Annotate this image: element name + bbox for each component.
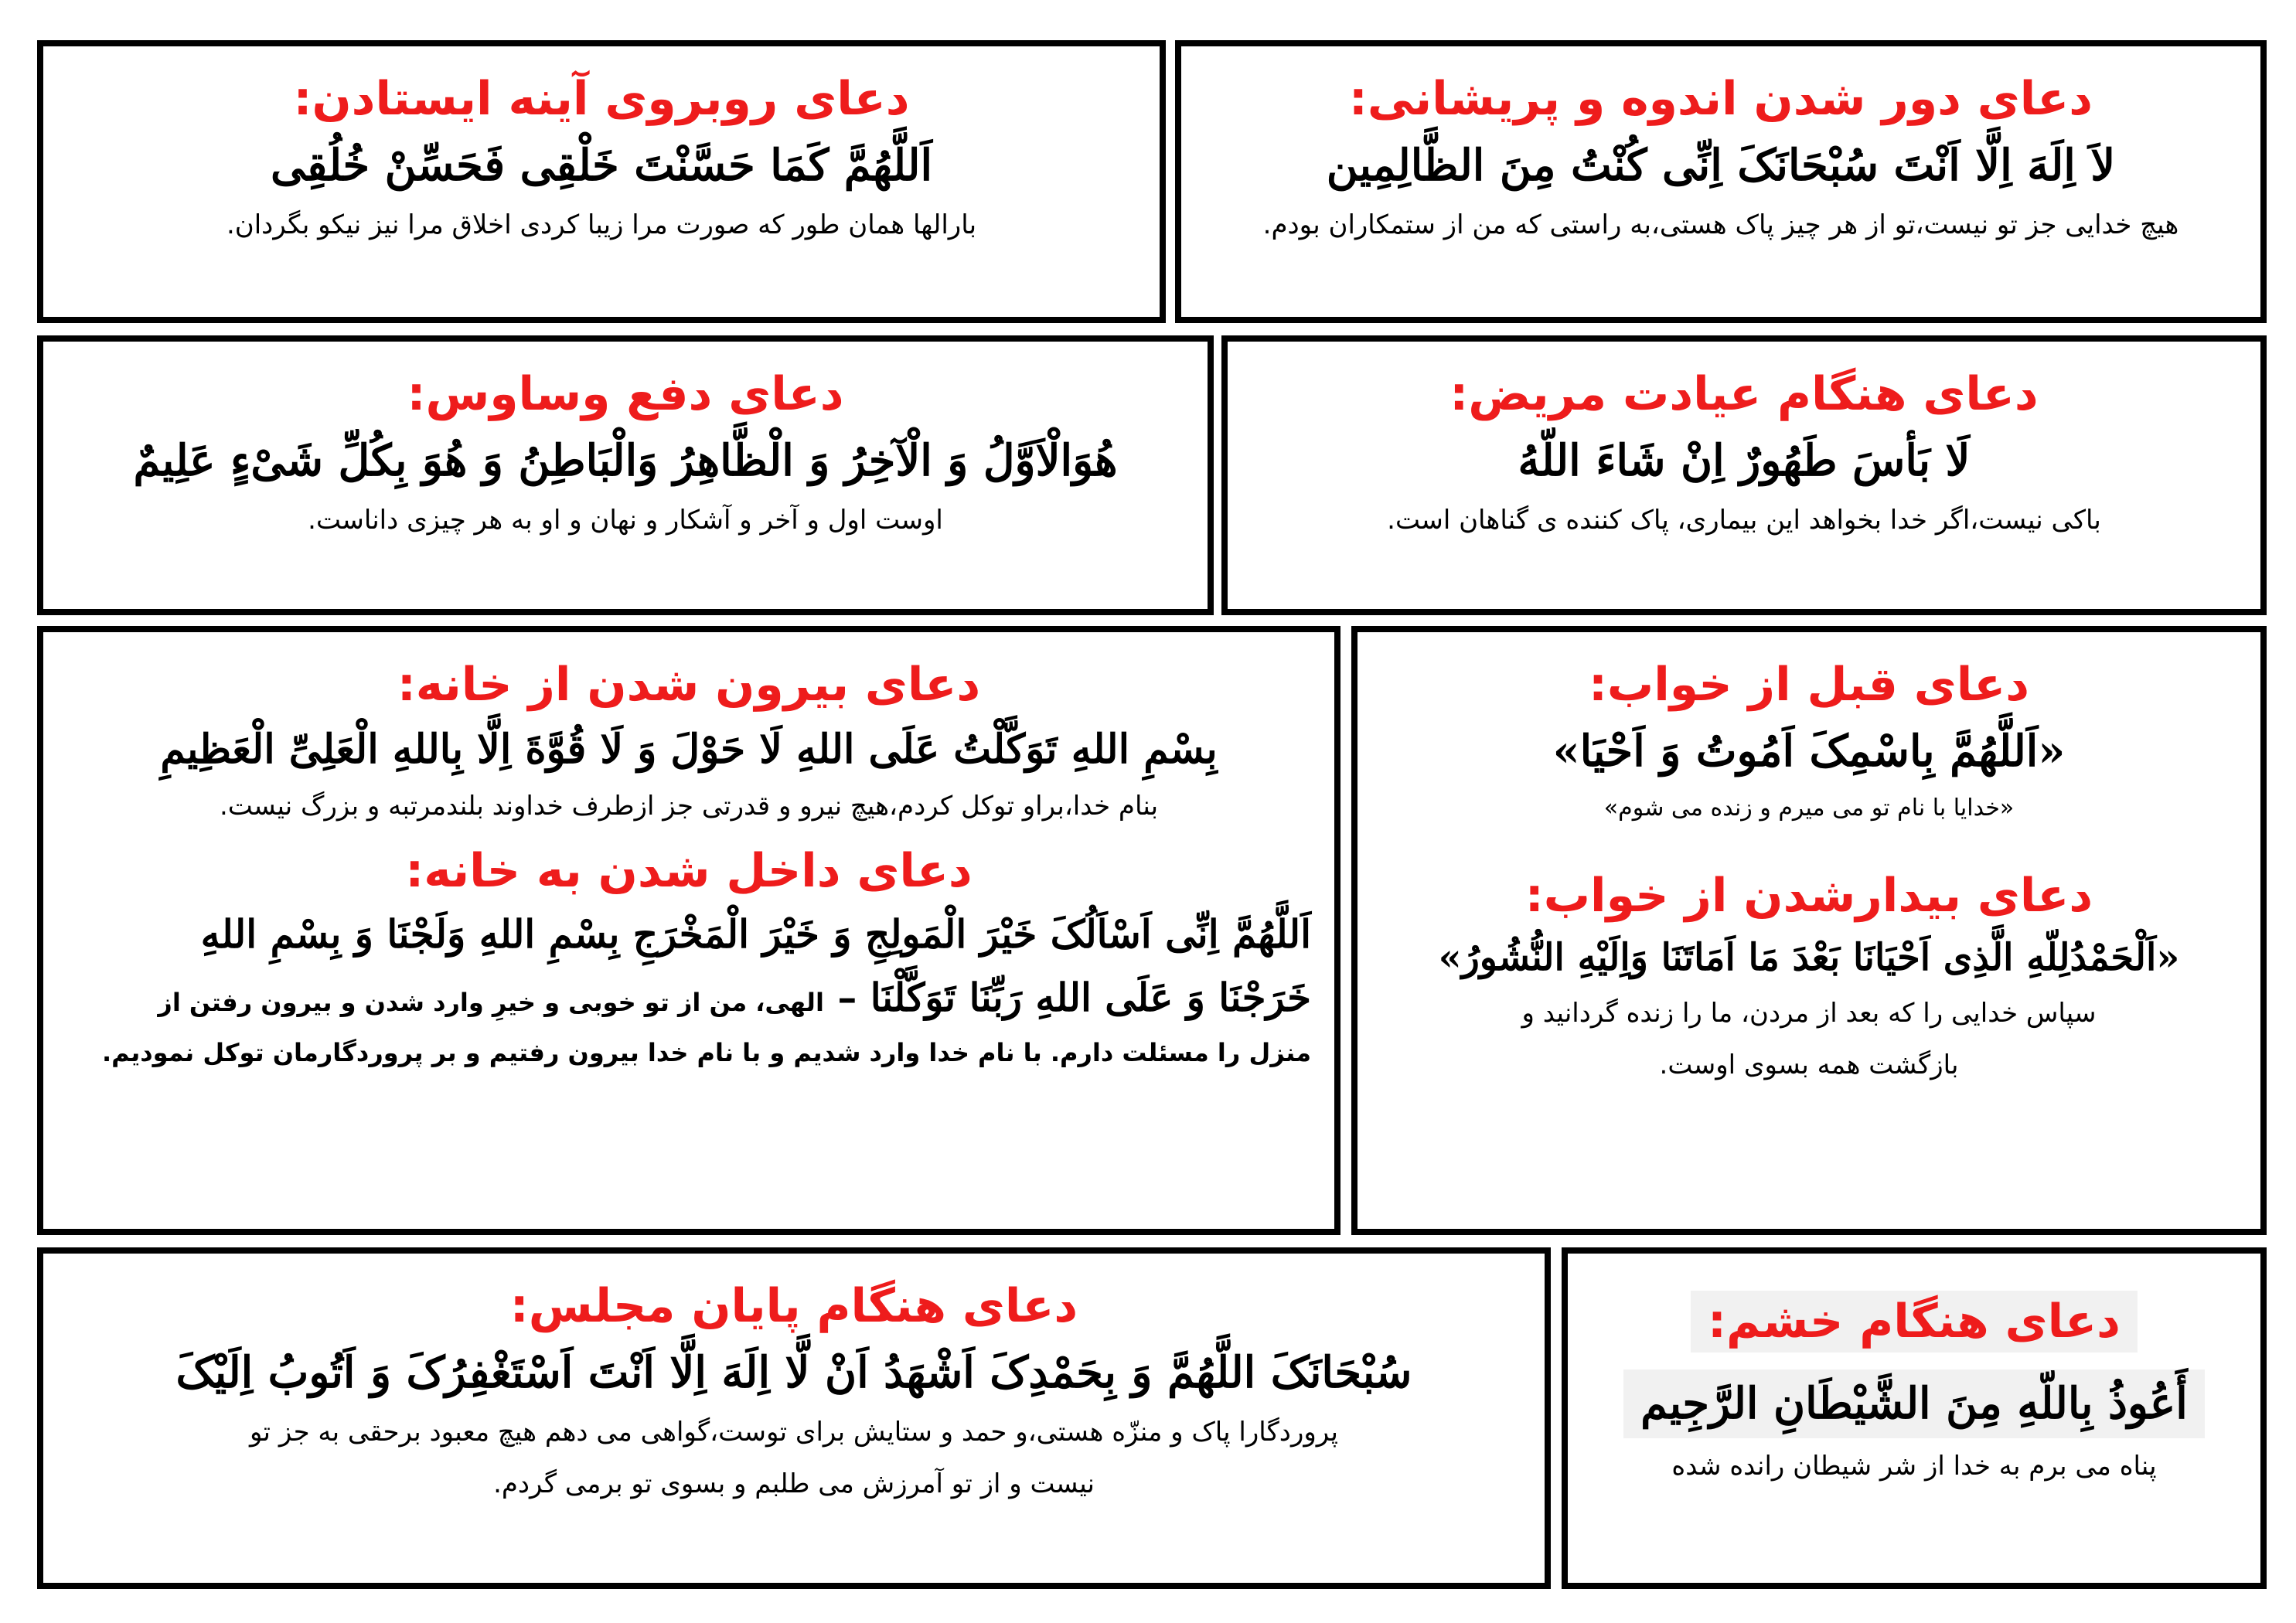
arabic-text: بِسْمِ اللهِ تَوَکَّلْتُ عَلَی اللهِ لَا حَوْلَ وَ لَا قُوَّةَ اِلَّا بِاللهِ الْعَلِیِّ الْعَظِیمِ xyxy=(160,726,1218,773)
translation-text-2: نیست و از تو آمرزش می طلبم و بسوی تو برمی گردم. xyxy=(493,1468,1095,1500)
arabic-text: أَعُوذُ بِاللّهِ مِنَ الشَّیْطَانِ الرَّجِیم xyxy=(1623,1370,2205,1438)
translation-text: بارالها همان طور که صورت مرا زیبا کردی اخلاق مرا نیز نیکو بگردان. xyxy=(226,209,977,241)
card-title: دعای روبروی آینه ایستادن: xyxy=(293,72,910,126)
arabic-text: سُبْحَانَکَ اللَّهُمَّ وَ بِحَمْدِکَ اَشْهَدُ اَنْ لَّا اِلَهَ اِلَّا اَنْتَ اَسْتَغْفِرُکَ وَ اَتُوبُ اِلَیْکَ xyxy=(175,1347,1412,1398)
card-house xyxy=(37,626,1340,1235)
arabic-text: لَا بَأسَ طَهُورٌ اِنْ شَاءَ اللّهُ xyxy=(1518,435,1971,486)
arabic-text-enter-2 xyxy=(66,970,1311,1026)
card-whispers xyxy=(37,335,1214,615)
arabic-text: «اَللَّهُمَّ بِاسْمِکَ اَمُوتُ وَ اَحْیَا» xyxy=(1552,726,2066,777)
translation-text: هیچ خدایی جز تو نیست،تو از هر چیز پاک هستی،به راستی که من از ستمکاران بودم. xyxy=(1262,209,2179,241)
translation-text-waking-1: سپاس خدایی را که بعد از مردن، ما را زنده گردانید و xyxy=(1521,997,2097,1029)
translation-text: بنام خدا،براو توکل کردم،هیچ نیرو و قدرتی جز ازطرف خداوند بلندمرتبه و بزرگ نیست. xyxy=(219,791,1159,822)
translation-text: باکی نیست،اگر خدا بخواهد این بیماری، پاک کننده ی گناهان است. xyxy=(1387,505,2101,536)
translation-text-enter: منزل را مسئلت دارم. با نام خدا وارد شدیم و با نام خدا بیرون رفتیم و بر پروردگارمان توکل نمودیم. xyxy=(101,1037,1311,1067)
translation-text: «خدایا با نام تو می میرم و زنده می شوم» xyxy=(1603,794,2015,822)
translation-text: پناه می برم به خدا از شر شیطان رانده شده xyxy=(1671,1451,2157,1482)
card-title: دعای هنگام پایان مجلس: xyxy=(509,1279,1078,1333)
card-visit-sick xyxy=(1221,335,2267,615)
card-title: دعای قبل از خواب: xyxy=(1588,658,2030,712)
arabic-text: لاَ اِلَهَ اِلَّا اَنْتَ سُبْحَانَکَ اِنِّی کُنْتُ مِنَ الظَّالِمِین xyxy=(1326,140,2116,191)
arabic-text: اَللَّهُمَّ کَمَا حَسَّنْتَ خَلْقِی فَحَسِّنْ خُلُقِی xyxy=(270,140,933,191)
arabic-text: هُوَالْاَوَّلُ وَ الْآخِرُ وَ الْظَّاهِرُ وَالْبَاطِنُ وَ هُوَ بِکُلِّ شَیْءٍ عَلِیمٌ xyxy=(133,435,1118,486)
translation-text-1: پروردگارا پاک و منزّه هستی،و حمد و ستایش برای توست،گواهی می دهم هیچ معبود برحقی به جز تو xyxy=(249,1417,1339,1448)
card-mirror xyxy=(37,40,1166,323)
card-title: دعای دور شدن اندوه و پریشانی: xyxy=(1348,72,2093,126)
card-anger xyxy=(1562,1247,2267,1589)
card-title-enter: دعای داخل شدن به خانه: xyxy=(405,843,973,898)
translation-text-waking-2: بازگشت همه بسوی اوست. xyxy=(1659,1049,1959,1080)
translation-text: اوست اول و آخر و آشکار و نهان و او به هر چیزی داناست. xyxy=(308,505,943,536)
card-gathering xyxy=(37,1247,1551,1589)
arabic-text-enter-2-main: خَرَجْنَا وَ عَلَی اللهِ رَبِّنَا تَوَکَّلْنَا – xyxy=(837,975,1311,1021)
card-anxiety xyxy=(1175,40,2267,323)
card-title: دعای بیرون شدن از خانه: xyxy=(397,658,981,712)
translation-inline: الهی، من از تو خوبی و خیرِ وارد شدن و بیرون رفتن از xyxy=(158,988,824,1018)
card-title: دعای هنگام عیادت مریض: xyxy=(1449,367,2039,421)
card-title: دعای دفع وساوس: xyxy=(407,367,844,421)
card-title-waking: دعای بیدارشدن از خواب: xyxy=(1524,869,2093,924)
arabic-text-waking: «اَلْحَمْدُلِلّهِ الَّذِی اَحْیَانَا بَعْدَ مَا اَمَاتَنَا وَاِلَیْهِ النُّشُورُ» xyxy=(1438,936,2180,980)
arabic-text-enter-1: اَللَّهُمَّ اِنِّی اَسْاَلُکَ خَیْرَ الْمَولِجِ وَ خَیْرَ الْمَخْرَجِ بِسْمِ اللهِ وَلَجْنَا وَ بِسْمِ اللهِ xyxy=(200,910,1311,957)
card-title: دعای هنگام خشم: xyxy=(1691,1291,2138,1352)
card-sleep xyxy=(1351,626,2267,1235)
